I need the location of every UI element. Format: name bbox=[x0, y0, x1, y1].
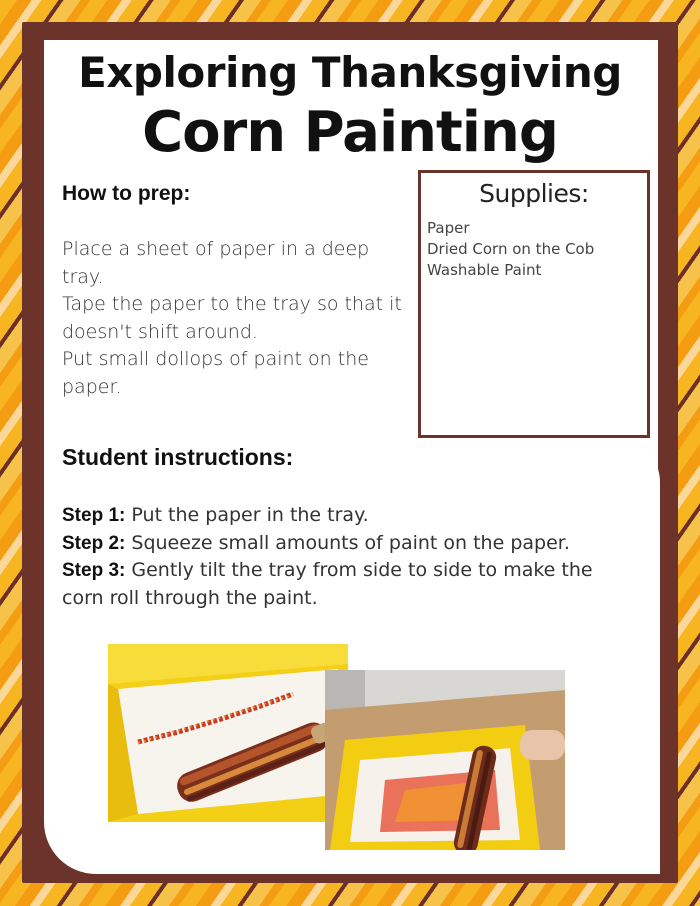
card-corner-extension bbox=[618, 440, 660, 874]
supplies-list bbox=[421, 218, 647, 281]
student-instructions-heading: Student instructions: bbox=[62, 444, 294, 470]
supply-item: Washable Paint bbox=[427, 261, 542, 279]
corn-tray-photo-1 bbox=[108, 644, 348, 822]
supply-item: Paper bbox=[427, 219, 470, 237]
title-line-1: Exploring Thanksgiving bbox=[78, 48, 622, 97]
prep-heading: How to prep: bbox=[62, 182, 191, 205]
prep-instructions bbox=[62, 236, 412, 401]
step-label: Step 3: bbox=[62, 560, 126, 581]
step-label: Step 1: bbox=[62, 505, 126, 526]
prep-line: Put small dollops of paint on the paper. bbox=[62, 348, 369, 398]
step-list bbox=[62, 502, 622, 612]
supplies-box bbox=[418, 170, 650, 438]
supply-item: Dried Corn on the Cob bbox=[427, 240, 595, 258]
step-2 bbox=[62, 530, 622, 558]
step-text: Put the paper in the tray. bbox=[125, 504, 369, 526]
title-line-2: Corn Painting bbox=[142, 100, 558, 165]
prep-line: Tape the paper to the tray so that it doesn't shift around. bbox=[62, 293, 402, 343]
supplies-heading: Supplies: bbox=[479, 179, 589, 208]
step-3 bbox=[62, 557, 622, 612]
step-1 bbox=[62, 502, 622, 530]
corn-tray-photo-2 bbox=[325, 670, 565, 850]
step-text: Gently tilt the tray from side to side to make the corn roll through the paint. bbox=[62, 559, 593, 609]
step-label: Step 2: bbox=[62, 532, 126, 554]
prep-line: Place a sheet of paper in a deep tray. bbox=[62, 238, 370, 288]
step-text: Squeeze small amounts of paint on the paper. bbox=[125, 531, 570, 554]
